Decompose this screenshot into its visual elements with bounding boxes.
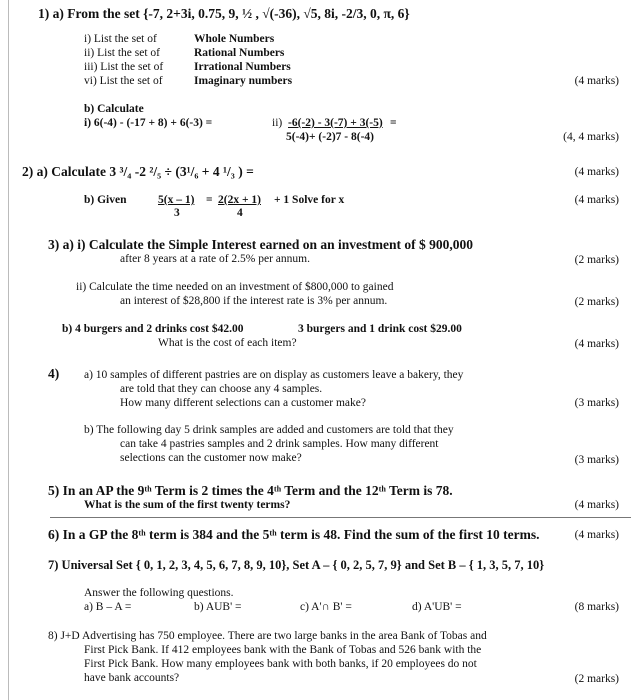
q5-line1: 5) In an AP the 9ᵗʰ Term is 2 times the 4ᵗʰ Term and the 12ᵗʰ Term is 78.: [48, 483, 453, 498]
q1-b-ii-numerator: -6(-2) - 3(-7) + 3(-5): [288, 117, 383, 129]
q2-b-marks: (4 marks): [574, 194, 619, 206]
q1-row-3-value: Irrational Numbers: [194, 61, 291, 73]
q8-line1: 8) J+D Advertising has 750 employee. There are two large banks in the area Bank of Tobas and: [48, 630, 487, 642]
q1-b-ii-denominator: 5(-4)+ (-2)7 - 8(-4): [286, 131, 374, 143]
q3-a-ii-marks: (2 marks): [574, 296, 619, 308]
q4-a-line2: are told that they can choose any 4 samples.: [120, 383, 323, 395]
q3-b-line1b: 3 burgers and 1 drink cost $29.00: [298, 323, 462, 335]
q3-a-ii-line1: ii) Calculate the time needed on an investment of $800,000 to gained: [76, 281, 394, 293]
q2-b-left-denominator: 3: [174, 207, 180, 219]
q1-row-3-label: iii) List the set of: [84, 61, 164, 73]
q4-b-line2: can take 4 pastries samples and 2 drink samples. How many different: [120, 438, 439, 450]
q6-line: 6) In a GP the 8ᵗʰ term is 384 and the 5ᵗʰ term is 48. Find the sum of the first 10 terms.: [48, 527, 540, 542]
q6-top-rule: [50, 517, 631, 518]
q2-b-equals: =: [206, 194, 213, 206]
q8-line2: First Pick Bank. If 412 employees bank with the Bank of Tobas and 526 bank with the: [84, 644, 482, 656]
q4-a-line1: a) 10 samples of different pastries are on display as customers leave a bakery, they: [84, 369, 464, 381]
q4-b-line3: selections can the customer now make?: [120, 452, 302, 464]
left-margin-rule: [8, 0, 9, 700]
q7-c: c) A'∩ B' =: [300, 601, 352, 613]
q6-marks: (4 marks): [574, 529, 619, 541]
q8-line4: have bank accounts?: [84, 672, 180, 684]
q3-b-line1a: b) 4 burgers and 2 drinks cost $42.00: [62, 323, 244, 335]
q1-b-title: b) Calculate: [84, 103, 144, 115]
q1-b-ii-label: ii): [272, 117, 283, 129]
q1-b-i: i) 6(-4) - (-17 + 8) + 6(-3) =: [84, 117, 213, 129]
q7-answer-prompt: Answer the following questions.: [84, 587, 234, 599]
q8-line3: First Pick Bank. How many employees bank with both banks, if 20 employees do not: [84, 658, 477, 670]
q3-b-line2: What is the cost of each item?: [158, 337, 297, 349]
q3-a-ii-line2: an interest of $28,800 if the interest rate is 3% per annum.: [120, 295, 388, 307]
q1-title: 1) a) From the set {-7, 2+3i, 0.75, 9, ½ , √(-36), √5, 8i, -2/3, 0, π, 6}: [38, 6, 410, 21]
q1-rows-marks: (4 marks): [574, 75, 619, 87]
q7-line: 7) Universal Set { 0, 1, 2, 3, 4, 5, 6, 7, 8, 9, 10}, Set A – { 0, 2, 5, 7, 9} and Set B – { 1, 3, 5, 7, 10}: [48, 558, 545, 572]
q1-row-2-label: ii) List the set of: [84, 47, 161, 59]
q7-d: d) A'UB' =: [412, 601, 462, 613]
q5-marks: (4 marks): [574, 499, 619, 511]
q2-b-label: b) Given: [84, 194, 127, 206]
q1-row-1-value: Whole Numbers: [194, 33, 275, 45]
q5-line2: What is the sum of the first twenty terms?: [84, 499, 291, 511]
q8-marks: (2 marks): [574, 673, 619, 685]
q4-a-line3: How many different selections can a customer make?: [120, 397, 366, 409]
q7-a: a) B – A =: [84, 601, 132, 613]
q2-b-left-numerator: 5(x – 1): [158, 194, 195, 206]
q3-a-i-line2: after 8 years at a rate of 2.5% per annum.: [120, 253, 310, 265]
q1-b-marks: (4, 4 marks): [563, 131, 619, 143]
q2-b-right-denominator: 4: [237, 207, 243, 219]
q2-a-marks: (4 marks): [574, 166, 619, 178]
q2-b-tail: + 1 Solve for x: [274, 194, 345, 206]
q4-number: 4): [48, 366, 60, 381]
q3-a-i-line1: 3) a) i) Calculate the Simple Interest earned on an investment of $ 900,000: [48, 237, 473, 252]
q7-b: b) AUB' =: [194, 601, 242, 613]
q2-b-right-numerator: 2(2x + 1): [218, 194, 261, 206]
q1-row-1-label: i) List the set of: [84, 33, 157, 45]
q1-row-4-label: vi) List the set of: [84, 75, 163, 87]
q7-marks: (8 marks): [574, 601, 619, 613]
q3-b-marks: (4 marks): [574, 338, 619, 350]
q1-b-ii-equals: =: [390, 117, 397, 129]
q2-a: 2) a) Calculate 3 ³/₄ -2 ²/₅ ÷ (3¹/₆ + 4 ¹/₃ ) =: [22, 164, 254, 179]
q4-b-line1: b) The following day 5 drink samples are added and customers are told that they: [84, 424, 454, 436]
q4-a-marks: (3 marks): [574, 397, 619, 409]
q4-b-marks: (3 marks): [574, 454, 619, 466]
q3-a-i-marks: (2 marks): [574, 254, 619, 266]
q1-row-4-value: Imaginary numbers: [194, 75, 293, 87]
q1-row-2-value: Rational Numbers: [194, 47, 285, 59]
